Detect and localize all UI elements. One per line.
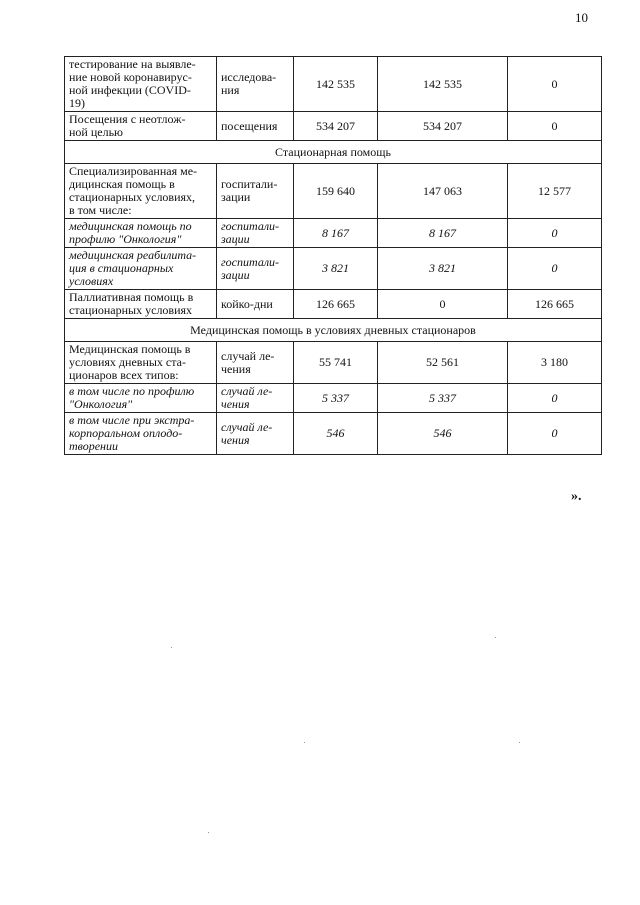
table-row xyxy=(65,290,602,319)
unit-line: госпитали- xyxy=(221,254,280,269)
table-row xyxy=(65,342,602,384)
indicator-name-line: Паллиативная помощь в xyxy=(69,290,194,304)
indicator-name-line: Специализированная ме- xyxy=(69,164,198,178)
indicator-name-line: медицинская помощь по xyxy=(69,219,192,233)
unit-cell xyxy=(217,342,294,384)
indicator-name-line: ной целью xyxy=(69,125,124,139)
total-value: 126 665 xyxy=(294,290,378,319)
value-column-3: 0 xyxy=(508,57,602,112)
indicator-name-line: Медицинская помощь в xyxy=(69,342,191,356)
unit-cell xyxy=(217,219,294,248)
value-column-2: 52 561 xyxy=(378,342,508,384)
total-value: 159 640 xyxy=(294,164,378,219)
total-value: 3 821 xyxy=(294,248,378,290)
indicator-name-cell xyxy=(65,248,217,290)
indicator-name-cell xyxy=(65,57,217,112)
scan-speck xyxy=(171,647,172,648)
section-row xyxy=(65,319,602,342)
indicator-name-line: стационарных условиях xyxy=(69,303,193,317)
value-column-3: 0 xyxy=(508,112,602,141)
table-row xyxy=(65,57,602,112)
section-row xyxy=(65,141,602,164)
unit-line: зации xyxy=(221,232,250,246)
unit-cell xyxy=(217,248,294,290)
value-column-3: 3 180 xyxy=(508,342,602,384)
scan-speck xyxy=(208,832,209,833)
indicator-name-cell xyxy=(65,290,217,319)
total-value: 142 535 xyxy=(294,57,378,112)
indicator-name-cell xyxy=(65,342,217,384)
table-row xyxy=(65,164,602,219)
indicator-name-line: в том числе при экстра- xyxy=(69,413,195,427)
unit-line: зации xyxy=(221,267,250,282)
total-value: 55 741 xyxy=(294,342,378,384)
scan-speck xyxy=(495,637,496,638)
value-column-2: 5 337 xyxy=(378,384,508,413)
indicator-name-line: ционаров всех типов: xyxy=(69,368,179,382)
table-body xyxy=(65,57,602,455)
closing-quote: ». xyxy=(571,489,582,504)
indicator-name-cell xyxy=(65,164,217,219)
indicator-name-line: творении xyxy=(69,439,118,453)
indicator-name-line: медицинская реабилита- xyxy=(69,248,197,262)
table-row xyxy=(65,112,602,141)
total-value: 546 xyxy=(294,413,378,455)
scan-speck xyxy=(304,742,305,743)
indicator-name-line: стационарных условиях, xyxy=(69,190,196,204)
indicator-name-cell xyxy=(65,112,217,141)
table-row xyxy=(65,248,602,290)
value-column-2: 534 207 xyxy=(378,112,508,141)
indicator-name-line: профилю "Онкология" xyxy=(69,232,182,246)
unit-line: койко-дни xyxy=(221,296,273,311)
value-column-3: 0 xyxy=(508,248,602,290)
unit-line: исследова- xyxy=(221,70,277,84)
value-column-3: 12 577 xyxy=(508,164,602,219)
unit-cell xyxy=(217,57,294,112)
indicator-name-line: ция в стационарных xyxy=(69,261,174,275)
value-column-3: 0 xyxy=(508,413,602,455)
indicator-name-line: в том числе по профилю xyxy=(69,384,195,398)
value-column-2: 3 821 xyxy=(378,248,508,290)
value-column-2: 142 535 xyxy=(378,57,508,112)
unit-line: госпитали- xyxy=(221,177,278,191)
value-column-3: 0 xyxy=(508,219,602,248)
value-column-2: 0 xyxy=(378,290,508,319)
indicator-name-line: условиях дневных ста- xyxy=(69,355,186,369)
indicator-name-line: в том числе: xyxy=(69,203,132,217)
value-column-2: 8 167 xyxy=(378,219,508,248)
value-column-2: 147 063 xyxy=(378,164,508,219)
unit-line: ния xyxy=(221,83,240,97)
indicator-name-line: ние новой коронавирус- xyxy=(69,70,192,84)
unit-cell xyxy=(217,164,294,219)
indicator-name-line: условиях xyxy=(69,274,114,288)
unit-line: чения xyxy=(221,432,250,447)
indicator-name-line: ной инфекции (COVID- xyxy=(69,83,191,97)
unit-line: случай ле- xyxy=(221,348,275,363)
unit-cell xyxy=(217,112,294,141)
scan-speck xyxy=(519,742,520,743)
indicator-name-cell xyxy=(65,413,217,455)
table-row xyxy=(65,413,602,455)
unit-line: случай ле- xyxy=(221,384,273,398)
unit-cell xyxy=(217,290,294,319)
unit-cell xyxy=(217,384,294,413)
unit-line: посещения xyxy=(221,118,278,133)
unit-line: зации xyxy=(221,190,251,204)
unit-line: чения xyxy=(221,361,251,376)
section-title: Медицинская помощь в условиях дневных стационаров xyxy=(65,319,602,342)
unit-line: чения xyxy=(221,397,250,411)
unit-cell xyxy=(217,413,294,455)
table-row xyxy=(65,384,602,413)
table-row xyxy=(65,219,602,248)
unit-line: госпитали- xyxy=(221,219,280,233)
total-value: 8 167 xyxy=(294,219,378,248)
indicator-name-cell xyxy=(65,384,217,413)
page-number: 10 xyxy=(575,10,588,25)
indicator-name-cell xyxy=(65,219,217,248)
indicator-name-line: "Онкология" xyxy=(69,397,133,411)
value-column-3: 0 xyxy=(508,384,602,413)
unit-line: случай ле- xyxy=(221,419,273,434)
indicator-name-line: дицинская помощь в xyxy=(69,177,175,191)
value-column-3: 126 665 xyxy=(508,290,602,319)
indicator-name-line: тестирование на выявле- xyxy=(69,57,196,71)
indicator-name-line: 19) xyxy=(69,96,85,110)
total-value: 5 337 xyxy=(294,384,378,413)
section-title: Стационарная помощь xyxy=(65,141,602,164)
indicator-name-line: Посещения с неотлож- xyxy=(69,112,186,126)
value-column-2: 546 xyxy=(378,413,508,455)
total-value: 534 207 xyxy=(294,112,378,141)
medical-care-volume-table xyxy=(64,56,602,455)
indicator-name-line: корпоральном оплодо- xyxy=(69,426,183,440)
